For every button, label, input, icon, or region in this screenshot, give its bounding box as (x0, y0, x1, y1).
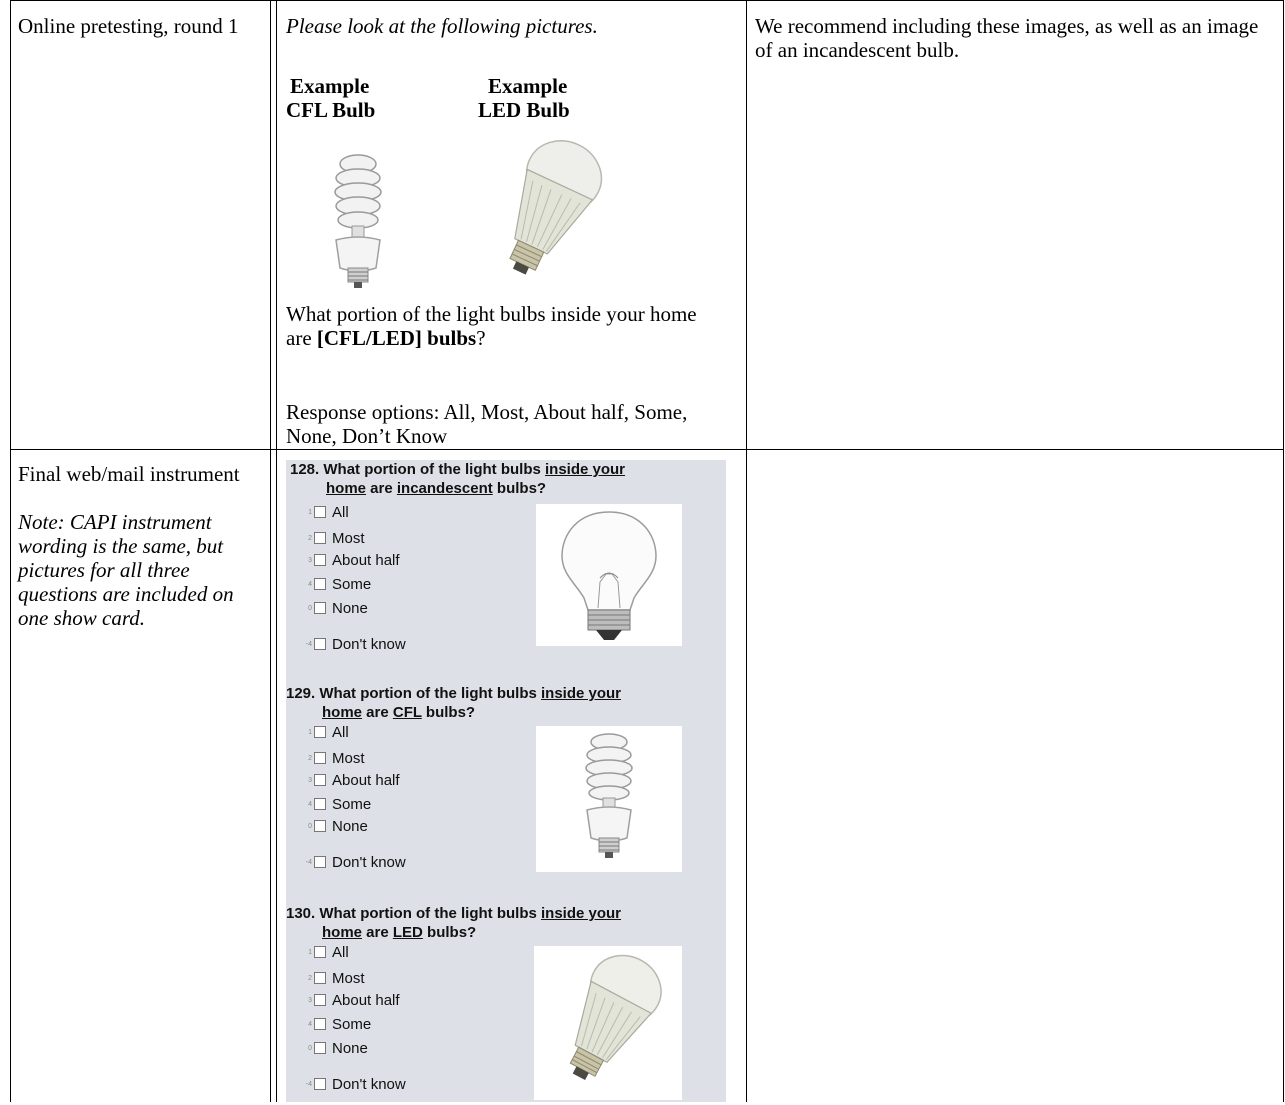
question-text-pre: What portion of the light bulbs (323, 461, 545, 478)
row2-left-note: Note: CAPI instrument wording is the same, but pictures for all three questions are included on one show card. (18, 510, 234, 630)
row1-right-text: We recommend including these images, as well as an image of an incandescent bulb. (755, 14, 1259, 62)
row1-question (286, 302, 726, 350)
option-item[interactable]: 4 Some (308, 796, 372, 813)
led-bulb-icon (478, 130, 618, 295)
question-text-u1: inside your (541, 685, 622, 702)
cfl-bulb-icon (318, 150, 398, 290)
question-text-mid: are (366, 480, 397, 497)
question-text-mid: are (362, 924, 393, 941)
option-item[interactable]: 4 Some (308, 1016, 372, 1033)
question-130 (286, 904, 706, 942)
image-box-129 (536, 726, 682, 872)
table-border-left (10, 0, 11, 1102)
row1-middle-cell (286, 14, 736, 38)
question-number: 128. (290, 461, 320, 478)
question-number: 130. (286, 905, 316, 922)
option-item[interactable]: 1 All (308, 504, 349, 521)
question-text-u3: incandescent (396, 480, 493, 497)
question-text-u2: home (322, 704, 363, 721)
table-divider-1b (276, 0, 277, 1102)
table-row-divider (10, 449, 1284, 450)
row1-response-text: Response options: All, Most, About half, Some, None, Don’t Know (286, 400, 688, 448)
cfl-label-line2: CFL Bulb (286, 98, 376, 122)
option-item[interactable]: -4 Don't know (305, 1076, 406, 1093)
row1-left-text: Online pretesting, round 1 (18, 14, 239, 38)
led-label-line2: LED Bulb (478, 98, 570, 122)
incandescent-bulb-icon (536, 504, 682, 646)
option-item[interactable]: 4 Some (308, 576, 372, 593)
option-item[interactable]: -4 Don't know (305, 854, 406, 871)
image-box-130 (534, 946, 682, 1100)
question-text-pre: What portion of the light bulbs (319, 685, 541, 702)
cfl-bulb-icon (536, 726, 682, 872)
row1-question-text: What portion of the light bulbs inside your home are (286, 302, 697, 350)
question-text-u1: inside your (545, 461, 626, 478)
table-border-top (10, 0, 1284, 1)
question-number: 129. (286, 685, 316, 702)
option-item[interactable]: 2 Most (308, 530, 365, 547)
option-item[interactable]: 1 All (308, 944, 349, 961)
cfl-label-line1: Example (290, 74, 370, 98)
option-item[interactable]: 2 Most (308, 750, 365, 767)
question-text-u2: home (322, 924, 363, 941)
row1-question-bold: [CFL/LED] bulbs (316, 326, 477, 350)
cfl-label (286, 74, 446, 122)
question-text-mid: are (362, 704, 393, 721)
question-text-post: bulbs? (492, 480, 547, 497)
led-bulb-icon (534, 946, 682, 1100)
table-divider-1a (270, 0, 271, 1102)
option-item[interactable]: 0 None (308, 600, 368, 617)
option-item[interactable]: 2 Most (308, 970, 365, 987)
option-item[interactable]: 1 All (308, 724, 349, 741)
image-box-128 (536, 504, 682, 646)
questionnaire-card (286, 460, 726, 1102)
option-item[interactable]: 3 About half (308, 552, 400, 569)
question-129 (286, 684, 706, 722)
table-divider-2 (746, 0, 747, 1102)
question-text-u2: home (326, 480, 367, 497)
option-item[interactable]: -4 Don't know (305, 636, 406, 653)
question-text-u1: inside your (541, 905, 622, 922)
row1-right-cell (755, 14, 1275, 62)
row1-question-end: ? (476, 326, 486, 350)
led-label (478, 74, 638, 122)
option-item[interactable]: 0 None (308, 818, 368, 835)
option-item[interactable]: 0 None (308, 1040, 368, 1057)
question-128 (290, 460, 710, 498)
question-text-post: bulbs? (422, 924, 477, 941)
option-item[interactable]: 3 About half (308, 992, 400, 1009)
row2-left-cell (18, 462, 263, 630)
question-text-post: bulbs? (421, 704, 476, 721)
row1-intro: Please look at the following pictures. (286, 14, 598, 38)
question-text-pre: What portion of the light bulbs (319, 905, 541, 922)
question-text-u3: LED (392, 924, 423, 941)
row1-left-cell (18, 14, 263, 38)
row2-left-title: Final web/mail instrument (18, 462, 240, 486)
option-item[interactable]: 3 About half (308, 772, 400, 789)
question-text-u3: CFL (392, 704, 422, 721)
row1-response-options (286, 400, 741, 448)
led-label-line1: Example (488, 74, 568, 98)
table-border-right (1283, 0, 1284, 1102)
